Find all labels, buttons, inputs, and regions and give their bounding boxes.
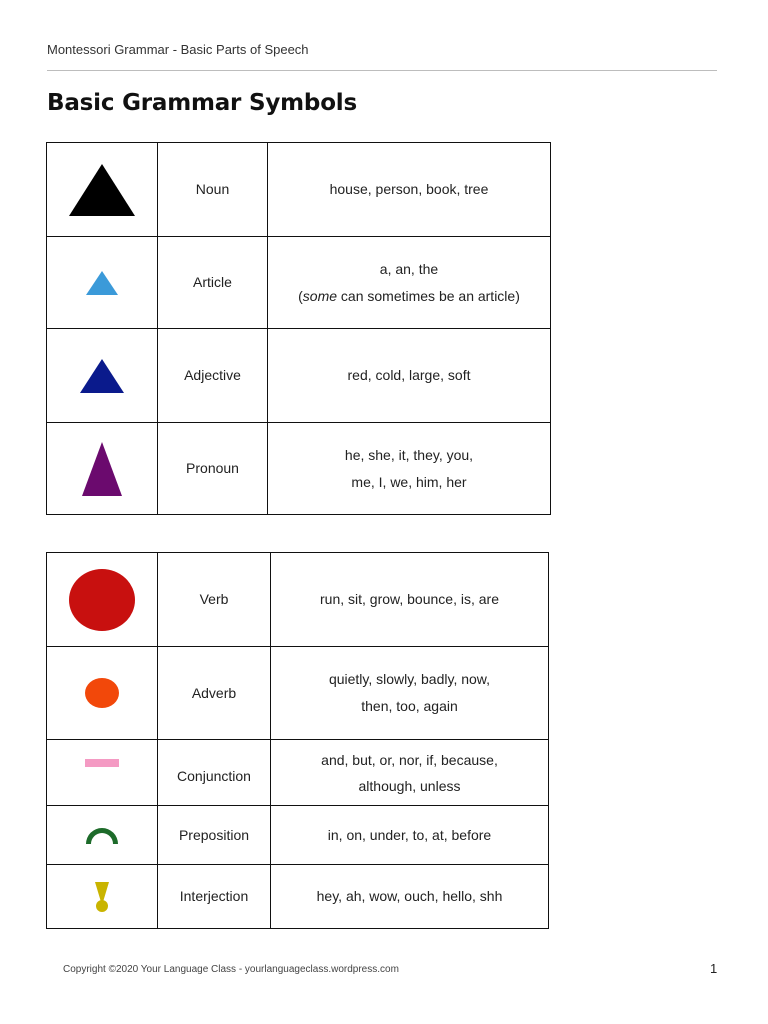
examples-line: run, sit, grow, bounce, is, are: [320, 591, 499, 607]
table-row: [47, 329, 551, 423]
part-of-speech-label: Noun: [158, 143, 268, 237]
examples-line: although, unless: [358, 777, 461, 794]
pink-bar-icon: [84, 758, 120, 768]
examples-cell: [271, 647, 549, 740]
examples-cell: [271, 740, 549, 806]
large-red-circle-icon: [68, 568, 136, 632]
small-light-blue-triangle-icon: [84, 268, 120, 298]
examples-line: house, person, book, tree: [329, 181, 489, 197]
noun-family-table: [46, 142, 551, 515]
examples-cell: [268, 423, 551, 515]
table-row: [47, 553, 549, 647]
part-of-speech-label: Conjunction: [158, 740, 271, 806]
table-row: [47, 806, 549, 865]
table-row: [47, 237, 551, 329]
green-crescent-icon: [84, 824, 120, 846]
examples-line: hey, ah, wow, ouch, hello, shh: [316, 888, 503, 904]
examples-cell: [271, 865, 549, 929]
running-header: Montessori Grammar - Basic Parts of Speech: [47, 42, 309, 57]
symbol-cell: [47, 865, 158, 929]
page-title: Basic Grammar Symbols: [47, 90, 357, 116]
examples-cell: [268, 143, 551, 237]
symbol-cell: [47, 237, 158, 329]
symbol-cell: [47, 647, 158, 740]
examples-line: then, too, again: [361, 698, 458, 714]
part-of-speech-label: Preposition: [158, 806, 271, 865]
examples-line: red, cold, large, soft: [347, 367, 471, 383]
examples-cell: [271, 806, 549, 865]
symbol-cell: [47, 143, 158, 237]
tall-purple-triangle-icon: [80, 439, 124, 499]
examples-line: [268, 283, 550, 310]
symbol-cell: [47, 553, 158, 647]
header-divider: [47, 70, 717, 71]
part-of-speech-label: Verb: [158, 553, 271, 647]
part-of-speech-label: Interjection: [158, 865, 271, 929]
copyright-footer: Copyright ©2020 Your Language Class - yourlanguageclass.wordpress.com: [63, 964, 399, 975]
examples-line: a, an, the: [379, 260, 439, 277]
large-black-triangle-icon: [67, 160, 137, 220]
symbol-cell: [47, 740, 158, 806]
symbol-cell: [47, 329, 158, 423]
examples-line: me, I, we, him, her: [351, 473, 467, 490]
verb-family-table: [46, 552, 549, 929]
examples-cell: [268, 237, 551, 329]
paren-open: (: [298, 287, 303, 304]
page-number: 1: [710, 961, 718, 976]
emphasis-word: some: [302, 287, 338, 304]
medium-dark-blue-triangle-icon: [78, 356, 126, 396]
examples-line: he, she, it, they, you,: [344, 446, 474, 463]
examples-cell: [268, 329, 551, 423]
examples-line: in, on, under, to, at, before: [327, 826, 492, 843]
table-row: [47, 423, 551, 515]
table-row: [47, 143, 551, 237]
part-of-speech-label: Adjective: [158, 329, 268, 423]
part-of-speech-label: Pronoun: [158, 423, 268, 515]
part-of-speech-label: Adverb: [158, 647, 271, 740]
examples-line: quietly, slowly, badly, now,: [328, 671, 491, 687]
table-row: [47, 740, 549, 806]
gold-keyhole-icon: [93, 880, 111, 914]
part-of-speech-label: Article: [158, 237, 268, 329]
small-orange-circle-icon: [84, 677, 120, 709]
table-row: [47, 865, 549, 929]
examples-note: can sometimes be an article): [337, 287, 520, 304]
table-row: [47, 647, 549, 740]
examples-cell: [271, 553, 549, 647]
examples-line: and, but, or, nor, if, because,: [321, 751, 498, 768]
symbol-cell: [47, 423, 158, 515]
symbol-cell: [47, 806, 158, 865]
